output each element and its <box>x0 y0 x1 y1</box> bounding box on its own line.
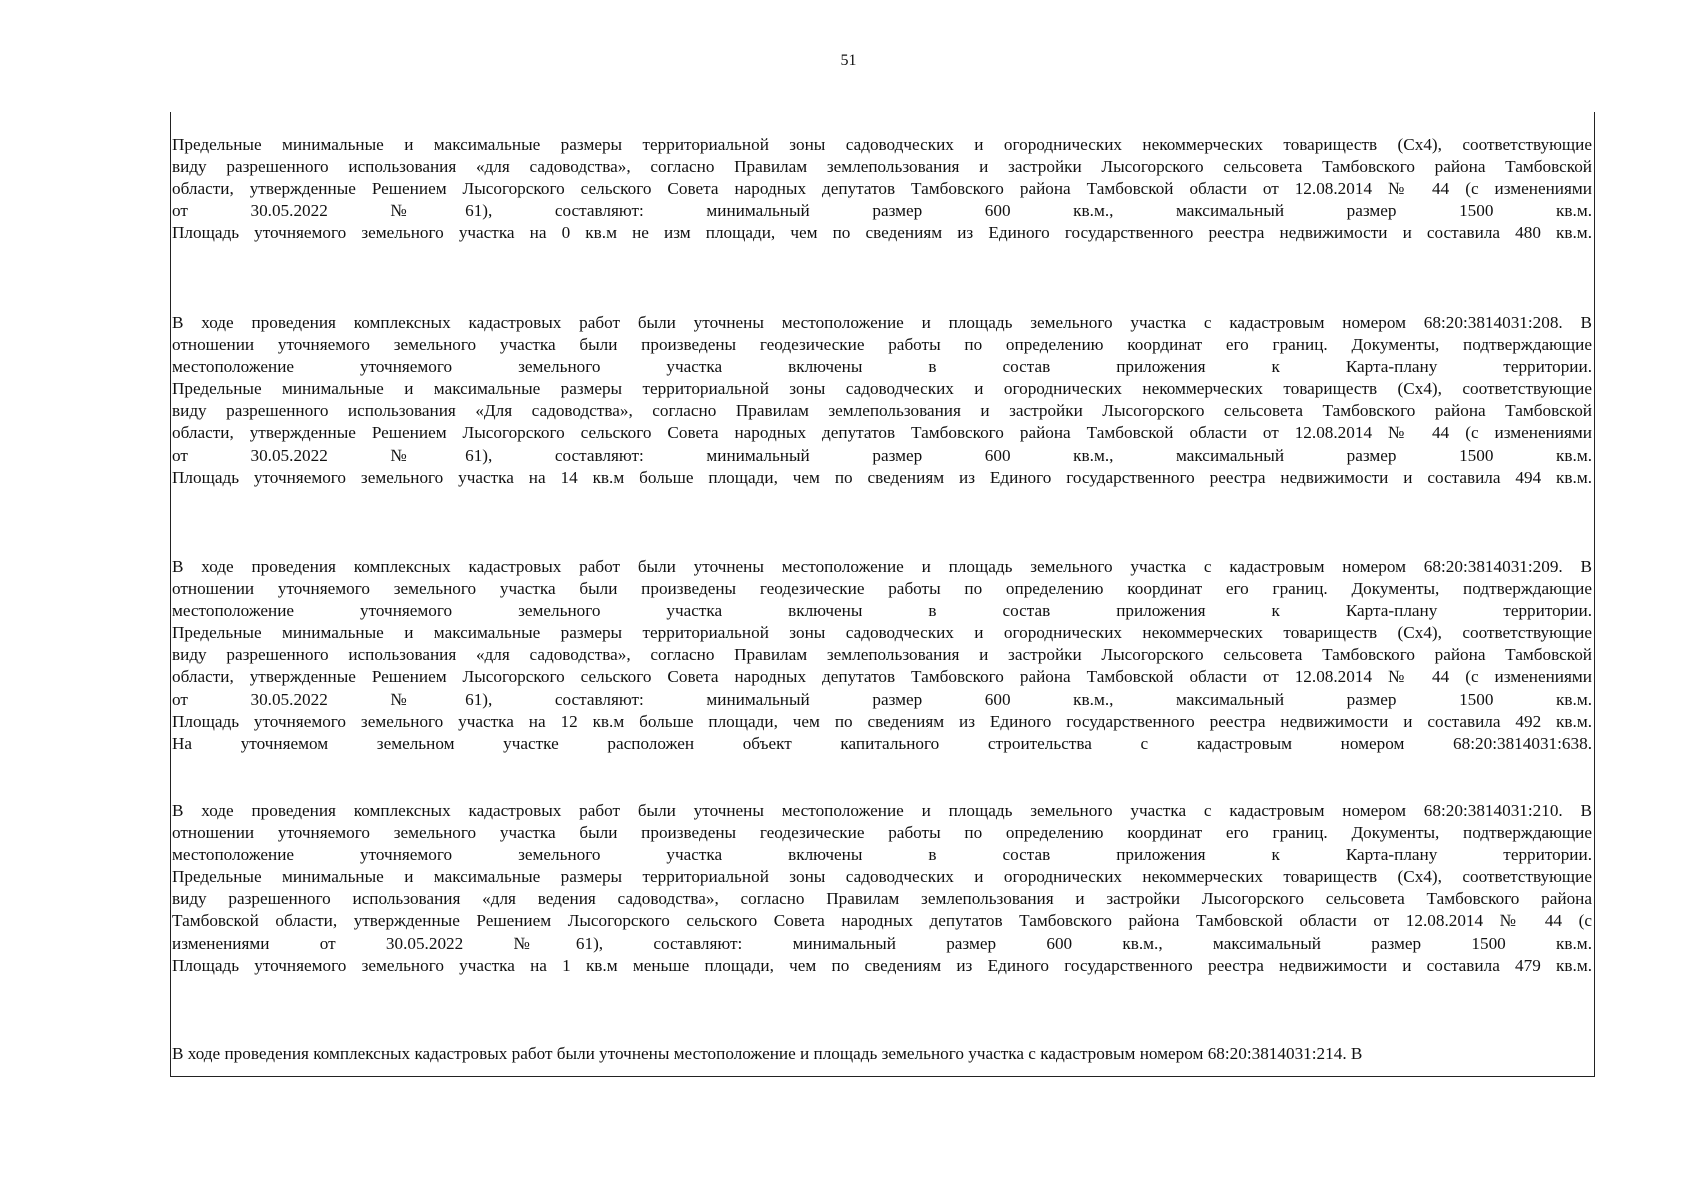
paragraph-5 <box>172 1043 1592 1065</box>
text-line: местоположение уточняемого земельного участка включены в состав приложения к Карта-плану территории. <box>172 357 1592 377</box>
text-line: отношении уточняемого земельного участка были произведены геодезические работы по определению координат его границ. Документы, подтверждающие <box>172 335 1592 355</box>
text-line: виду разрешенного использования «Для садоводства», согласно Правилам землепользования и застройки Лысогорского сельсовета Тамбовского района Тамбовской <box>172 401 1592 421</box>
text-line: местоположение уточняемого земельного участка включены в состав приложения к Карта-плану территории. <box>172 601 1592 621</box>
paragraph-3 <box>172 556 1592 755</box>
text-line: В ходе проведения комплексных кадастровых работ были уточнены местоположение и площадь земельного участка с кадастровым номером 68:20:3814031:209. В <box>172 557 1592 576</box>
text-line: отношении уточняемого земельного участка были произведены геодезические работы по определению координат его границ. Документы, подтверждающие <box>172 823 1592 843</box>
text-line: На уточняемом земельном участке расположен объект капитального строительства с кадастровым номером 68:20:3814031:638. <box>172 733 1592 753</box>
text-line: Площадь уточняемого земельного участка на 14 кв.м больше площади, чем по сведениям из Единого государственного реестра недвижимости и составила 494 кв.м. <box>172 467 1592 487</box>
text-line: Предельные минимальные и максимальные размеры территориальной зоны садоводческих и огороднических некоммерческих товариществ (Сх4), соответствующие <box>172 135 1592 154</box>
text-line: Площадь уточняемого земельного участка на 12 кв.м больше площади, чем по сведениям из Единого государственного реестра недвижимости и составила 492 кв.м. <box>172 711 1592 731</box>
text-line: от 30.05.2022 №61), составляют: минимальный размер 600 кв.м., максимальный размер 1500 кв.м. <box>172 689 1592 709</box>
page-number: 51 <box>840 52 857 69</box>
text-line: области, утвержденные Решением Лысогорского сельского Совета народных депутатов Тамбовского района Тамбовской области от 12.08.2014 № 44 (с изменениями <box>172 179 1592 199</box>
text-line: области, утвержденные Решением Лысогорского сельского Совета народных депутатов Тамбовского района Тамбовской области от 12.08.2014 № 44 (с изменениями <box>172 423 1592 443</box>
text-line: В ходе проведения комплексных кадастровых работ были уточнены местоположение и площадь земельного участка с кадастровым номером 68:20:3814031:210. В <box>172 801 1592 820</box>
text-line: изменениями от 30.05.2022 №61), составляют: минимальный размер 600 кв.м., максимальный размер 1500 кв.м. <box>172 933 1592 953</box>
text-line: виду разрешенного использования «для садоводства», согласно Правилам землепользования и застройки Лысогорского сельсовета Тамбовского района Тамбовской <box>172 157 1592 177</box>
text-line: Предельные минимальные и максимальные размеры территориальной зоны садоводческих и огороднических некоммерческих товариществ (Сх4), соответствующие <box>172 623 1592 643</box>
text-line: от 30.05.2022 №61), составляют: минимальный размер 600 кв.м., максимальный размер 1500 кв.м. <box>172 201 1592 221</box>
text-line: В ходе проведения комплексных кадастровых работ были уточнены местоположение и площадь земельного участка с кадастровым номером 68:20:3814031:214. В <box>172 1044 1363 1063</box>
text-line: отношении уточняемого земельного участка были произведены геодезические работы по определению координат его границ. Документы, подтверждающие <box>172 579 1592 599</box>
text-line: Площадь уточняемого земельного участка на 0 кв.м не изм площади, чем по сведениям из Единого государственного реестра недвижимости и составила 480 кв.м. <box>172 223 1592 243</box>
text-line: Площадь уточняемого земельного участка на 1 кв.м меньше площади, чем по сведениям из Единого государственного реестра недвижимости и составила 479 кв.м. <box>172 955 1592 975</box>
text-line: виду разрешенного использования «для садоводства», согласно Правилам землепользования и застройки Лысогорского сельсовета Тамбовского района Тамбовской <box>172 645 1592 665</box>
text-line: В ходе проведения комплексных кадастровых работ были уточнены местоположение и площадь земельного участка с кадастровым номером 68:20:3814031:208. В <box>172 313 1592 332</box>
text-line: области, утвержденные Решением Лысогорского сельского Совета народных депутатов Тамбовского района Тамбовской области от 12.08.2014 № 44 (с изменениями <box>172 667 1592 687</box>
text-line: Тамбовской области, утвержденные Решением Лысогорского сельского Совета народных депутатов Тамбовского района Тамбовской области от 12.08.2014 № 44 (с <box>172 911 1592 931</box>
paragraph-4 <box>172 800 1592 977</box>
text-line: виду разрешенного использования «для ведения садоводства», согласно Правилам землепользования и застройки Лысогорского сельсовета Тамбовского района <box>172 889 1592 909</box>
paragraph-1 <box>172 134 1592 244</box>
paragraph-2 <box>172 312 1592 489</box>
text-line: от 30.05.2022 №61), составляют: минимальный размер 600 кв.м., максимальный размер 1500 кв.м. <box>172 445 1592 465</box>
text-line: местоположение уточняемого земельного участка включены в состав приложения к Карта-плану территории. <box>172 845 1592 865</box>
text-line: Предельные минимальные и максимальные размеры территориальной зоны садоводческих и огороднических некоммерческих товариществ (Сх4), соответствующие <box>172 379 1592 399</box>
text-line: Предельные минимальные и максимальные размеры территориальной зоны садоводческих и огороднических некоммерческих товариществ (Сх4), соответствующие <box>172 867 1592 887</box>
